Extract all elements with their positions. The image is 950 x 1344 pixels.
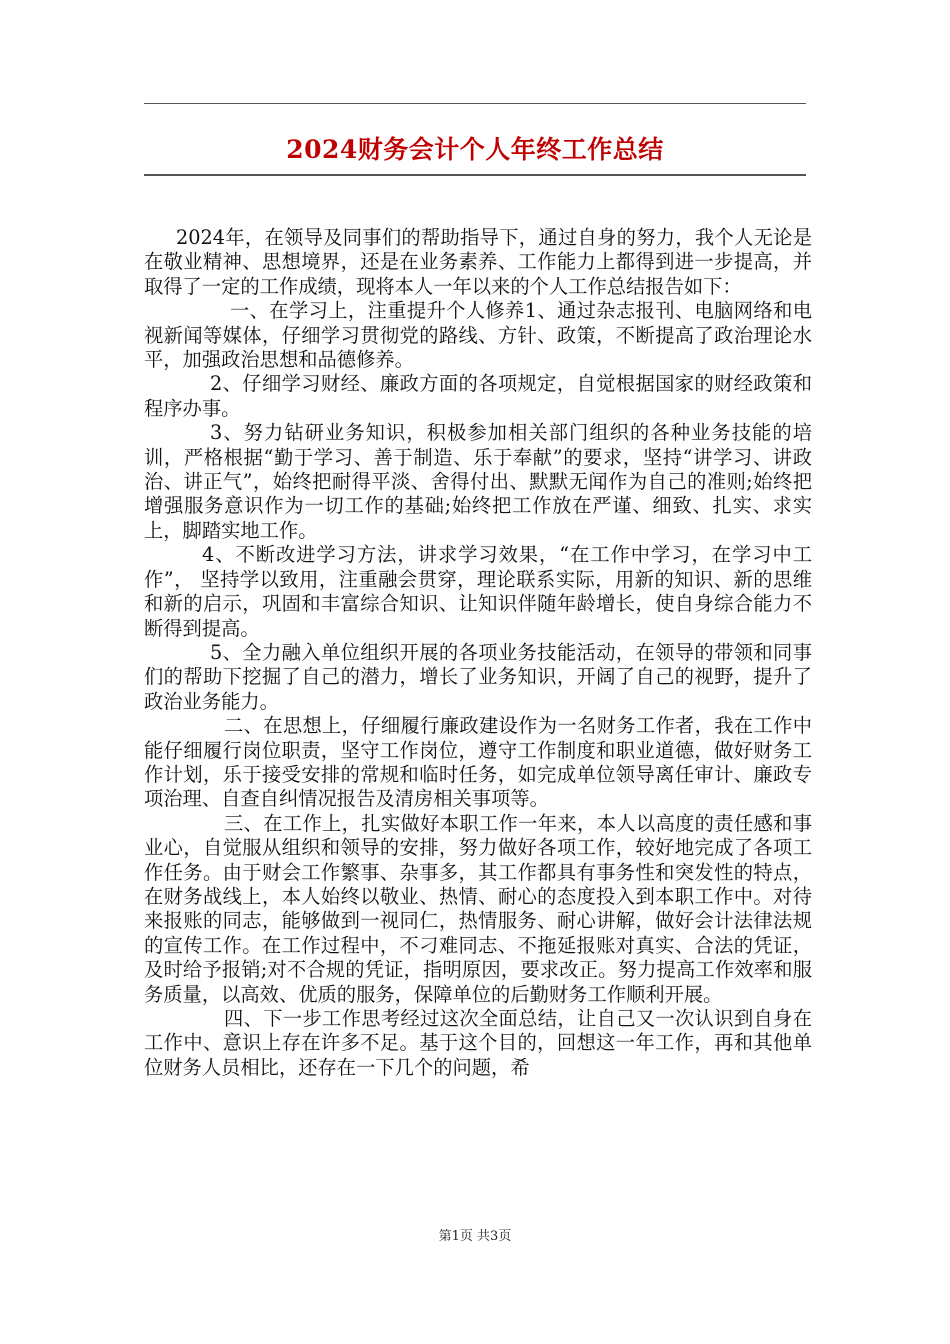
paragraph-study-heading: 一、在学习上，注重提升个人修养1、通过杂志报刊、电脑网络和电视新闻等媒体，仔细学习贯彻党的路线、方针、政策，不断提高了政治理论水平，加强政治思想和品德修养。 [144,299,812,372]
page-number: 第1页 共3页 [438,1229,512,1244]
paragraph-study-item-5: 5、全力融入单位组织开展的各项业务技能活动，在领导的带领和同事们的帮助下挖掘了自己的潜力，增长了业务知识，开阔了自己的视野，提升了政治业务能力。 [144,640,812,713]
paragraph-ideology: 二、在思想上，仔细履行廉政建设作为一名财务工作者，我在工作中能仔细履行岗位职责，坚守工作岗位，遵守工作制度和职业道德，做好财务工作计划，乐于接受安排的常规和临时任务，如完成单位领导离任审计、廉政专项治理、自查自纠情况报告及清房相关事项等。 [144,714,812,811]
paragraph-study-item-2: 2、仔细学习财经、廉政方面的各项规定，自觉根据国家的财经政策和程序办事。 [144,372,812,420]
document-title: 2024财务会计个人年终工作总结 [286,135,664,164]
paragraph-study-item-4: 4、不断改进学习方法，讲求学习效果，“在工作中学习，在学习中工作”， 坚持学以致用，注重融会贯穿，理论联系实际，用新的知识、新的思维和新的启示，巩固和丰富综合知识、让知识伴随年龄增长，使自身综合能力不断得到提高。 [144,543,812,640]
paragraph-study-item-3: 3、努力钻研业务知识，积极参加相关部门组织的各种业务技能的培训，严格根据“勤于学习、善于制造、乐于奉献”的要求，坚持“讲学习、讲政治、讲正气”，始终把耐得平淡、舍得付出、默默无闻作为自己的准则;始终把增强服务意识作为一切工作的基础;始终把工作放在严谨、细致、扎实、求实上，脚踏实地工作。 [144,421,812,542]
document-body [144,226,812,1080]
header-rule-top [144,103,806,104]
paragraph-next-steps: 四、下一步工作思考经过这次全面总结，让自己又一次认识到自身在工作中、意识上存在许多不足。基于这个目的，回想这一年工作，再和其他单位财务人员相比，还存在一下几个的问题，希 [144,1007,812,1079]
paragraph-intro: 2024年，在领导及同事们的帮助指导下，通过自身的努力，我个人无论是在敬业精神、思想境界，还是在业务素养、工作能力上都得到进一步提高，并取得了一定的工作成绩，现将本人一年以来的个人工作总结报告如下： [144,226,812,298]
header-rule-bottom [144,174,806,176]
paragraph-work: 三、在工作上，扎实做好本职工作一年来，本人以高度的责任感和事业心，自觉服从组织和领导的安排，努力做好各项工作，较好地完成了各项工作任务。由于财会工作繁事、杂事多，其工作都具有事务性和突发性的特点，在财务战线上，本人始终以敬业、热情、耐心的态度投入到本职工作中。对待来报账的同志，能够做到一视同仁，热情服务、耐心讲解，做好会计法律法规的宣传工作。在工作过程中，不刁难同志、不拖延报账对真实、合法的凭证，及时给予报销;对不合规的凭证，指明原因，要求改正。努力提高工作效率和服务质量，以高效、优质的服务，保障单位的后勤财务工作顺利开展。 [144,811,812,1006]
